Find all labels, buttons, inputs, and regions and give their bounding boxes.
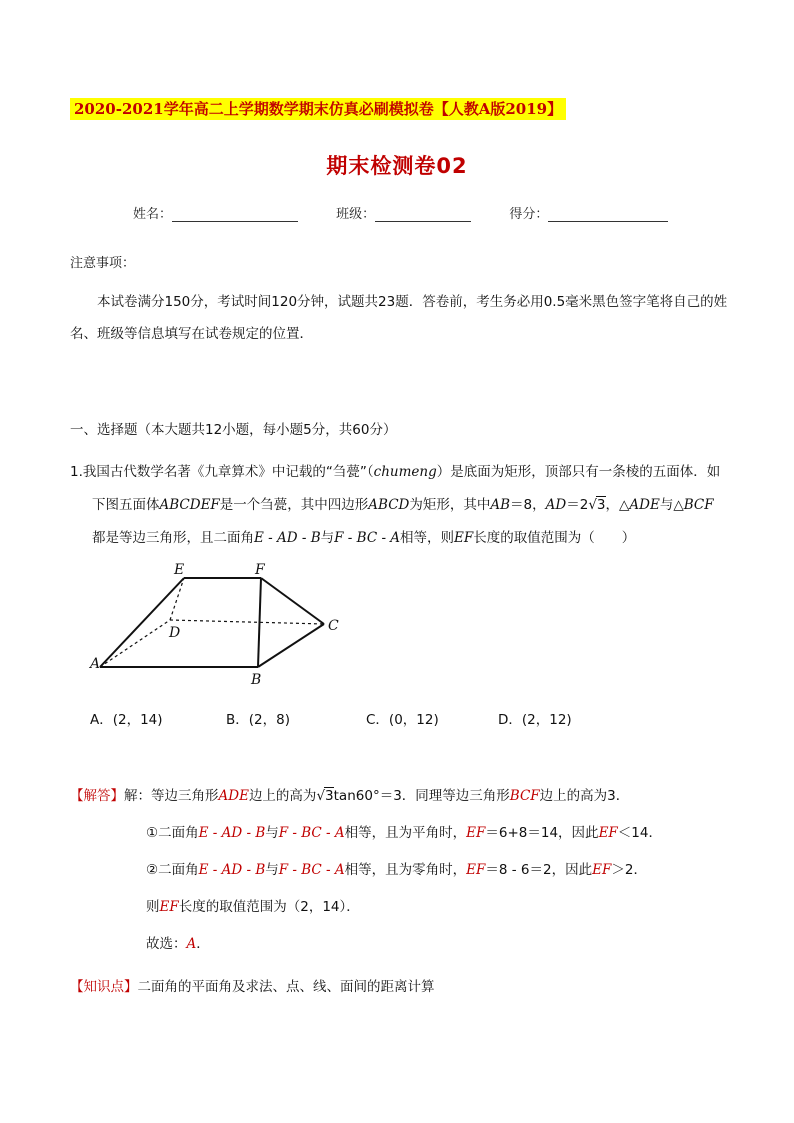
label-a: A — [90, 656, 101, 672]
pentahedron-figure — [88, 560, 358, 690]
page-title: 期末检测卷02 — [326, 154, 468, 178]
s-text: 边上的高为 — [248, 788, 317, 804]
section-heading: 一、选择题（本大题共12小题，每小题5分，共60分） — [70, 422, 397, 438]
q-var: ABCD — [368, 497, 410, 513]
q-var: F - BC - A — [334, 530, 401, 546]
q-text: ＝2 — [566, 497, 589, 513]
q-var: AD — [545, 497, 567, 513]
option-b[interactable]: B．(2，8) — [226, 712, 290, 728]
edge-ae — [100, 578, 184, 667]
label-b: B — [251, 672, 262, 688]
solution-line-5 — [70, 926, 750, 963]
q-var: ABCDEF — [159, 497, 220, 513]
s-text: 相等，且为零角时， — [344, 862, 467, 878]
s-text: 故选： — [146, 936, 187, 952]
q-text: ，△ — [605, 497, 630, 513]
s-var: F - BC - A — [278, 862, 345, 878]
q-text: 长度的取值范围为（ ） — [473, 530, 636, 546]
s-var: E - AD - B — [198, 862, 266, 878]
q-var: EF — [454, 530, 474, 546]
question-line-2 — [70, 489, 738, 522]
s-text: 与 — [265, 862, 279, 878]
exam-series-banner: 2020-2021学年高二上学期数学期末仿真必刷模拟卷【人教A版2019】 — [70, 98, 566, 120]
option-c[interactable]: C．(0，12) — [366, 712, 439, 728]
s-var: EF — [466, 862, 486, 878]
solution-tag: 【解答】 — [70, 788, 124, 804]
s-var: E - AD - B — [198, 825, 266, 841]
s-text: 边上的高为3． — [539, 788, 630, 804]
sqrt-radicand: 3 — [325, 788, 334, 804]
s-text: ＝6+8＝14，因此 — [485, 825, 599, 841]
solution-block — [70, 778, 750, 963]
score-field[interactable] — [509, 203, 668, 222]
s-text: 长度的取值范围为（2，14）． — [178, 899, 360, 915]
question-line-1 — [70, 456, 738, 489]
name-field[interactable] — [133, 203, 298, 222]
q-text: 与 — [320, 530, 335, 546]
class-underline — [375, 207, 471, 222]
answer-choice: A — [186, 936, 197, 952]
notice-body: 本试卷满分150分，考试时间120分钟，试题共23题．答卷前，考生务必用0.5毫米黑色签字笔将自己的姓名、班级等信息填写在试卷规定的位置． — [70, 294, 728, 342]
s-text: 相等，且为平角时， — [344, 825, 467, 841]
student-info-fields — [133, 203, 702, 222]
question-line-3 — [70, 522, 738, 555]
edge-bc — [258, 624, 324, 667]
solution-line-4 — [70, 889, 750, 926]
label-c: C — [328, 618, 339, 634]
q-text: 是一个刍甍，其中四边形 — [219, 497, 369, 513]
s-text: 与 — [265, 825, 279, 841]
score-underline — [548, 207, 668, 222]
name-underline — [172, 207, 298, 222]
q-text: 与△ — [659, 497, 684, 513]
hidden-edge-dc — [170, 620, 324, 624]
q-var: ADE — [629, 497, 660, 513]
q-text: 我国古代数学名著《九章算术》中记载的“刍甍”（ — [82, 464, 374, 480]
s-var: EF — [466, 825, 486, 841]
sqrt-sign: √ — [316, 788, 326, 804]
s-text: tan60° — [333, 788, 380, 804]
s-text: ①二面角 — [146, 825, 199, 841]
q-text: 为矩形，其中 — [409, 497, 491, 513]
solution-line-3 — [70, 852, 750, 889]
knowledge-tag: 【知识点】 — [70, 979, 138, 995]
s-text: ＝3．同理等边三角形 — [379, 788, 510, 804]
option-d[interactable]: D．(2，12) — [498, 712, 572, 728]
q-text: 都是等边三角形，且二面角 — [92, 530, 254, 546]
s-text: ＜14． — [617, 825, 662, 841]
q-text: ＝8， — [510, 497, 546, 513]
score-label: 得分： — [509, 207, 549, 222]
s-var: BCF — [509, 788, 540, 804]
label-f: F — [255, 562, 265, 578]
s-text: ＝8 - 6＝2，因此 — [485, 862, 593, 878]
q-var: BCF — [683, 497, 714, 513]
s-text: ②二面角 — [146, 862, 199, 878]
knowledge-text: 二面角的平面角及求法、点、线、面间的距离计算 — [137, 979, 435, 995]
q-text: 下图五面体 — [92, 497, 160, 513]
solution-line-1 — [70, 778, 750, 815]
s-var: EF — [592, 862, 612, 878]
label-e: E — [174, 562, 185, 578]
edge-fc — [261, 578, 324, 624]
s-var: EF — [598, 825, 618, 841]
sqrt-radicand: 3 — [596, 497, 606, 513]
notice-heading: 注意事项： — [70, 256, 136, 271]
q-var: AB — [490, 497, 511, 513]
q-text: ）是底面为矩形，顶部只有一条棱的五面体．如 — [436, 464, 721, 480]
q-var: E - AD - B — [254, 530, 321, 546]
s-text: ＞2． — [611, 862, 647, 878]
question-number: 1. — [70, 464, 83, 480]
hidden-edge-ad — [100, 620, 170, 667]
solution-line-2 — [70, 815, 750, 852]
option-a[interactable]: A．(2，14) — [90, 712, 163, 728]
class-label: 班级： — [336, 207, 376, 222]
sqrt-sign: √ — [588, 497, 597, 513]
s-text: 则 — [146, 899, 160, 915]
s-var: F - BC - A — [278, 825, 345, 841]
class-field[interactable] — [336, 203, 471, 222]
question-1 — [70, 456, 738, 555]
q-text: 相等，则 — [400, 530, 455, 546]
s-text: ． — [196, 936, 210, 952]
name-label: 姓名： — [133, 207, 173, 222]
label-d: D — [169, 625, 181, 641]
knowledge-points — [70, 975, 435, 995]
s-var: EF — [159, 899, 179, 915]
q-term: chumeng — [373, 464, 437, 480]
s-text: 解：等边三角形 — [124, 788, 219, 804]
s-var: ADE — [218, 788, 249, 804]
